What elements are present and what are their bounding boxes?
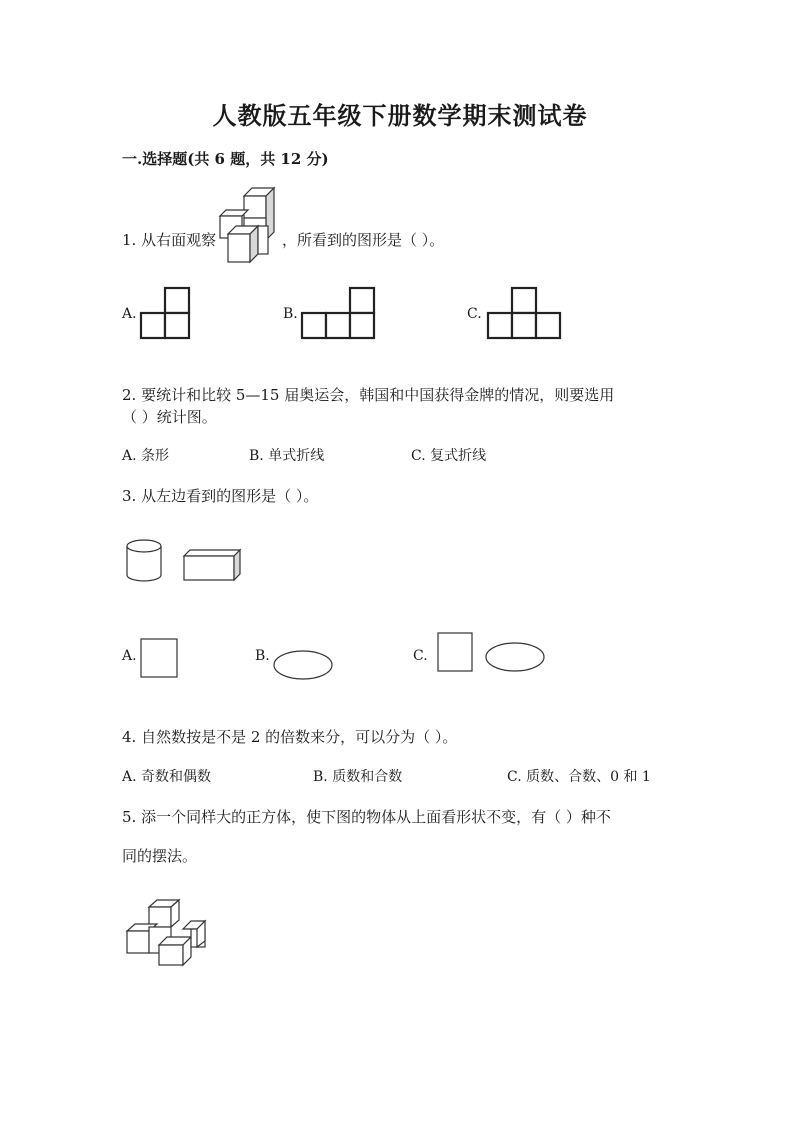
q1-prefix: 1. 从右面观察 [122, 231, 217, 249]
q3-cylinder-figure [125, 539, 163, 583]
q2-line2: （ ）统计图。 [122, 408, 217, 426]
q1-option-c-figure [487, 287, 563, 341]
q2-option-b[interactable]: B. 单式折线 [249, 448, 325, 464]
q1-option-a-figure [140, 287, 192, 341]
q1-option-b[interactable]: B. [283, 306, 298, 322]
q1-cube-figure [218, 186, 280, 266]
q3-option-a[interactable]: A. [122, 648, 137, 664]
q4-option-c[interactable]: C. 质数、合数、0 和 1 [507, 769, 651, 785]
q3-option-b-figure [273, 650, 335, 682]
q1-option-a[interactable]: A. [122, 306, 137, 322]
q4-option-a[interactable]: A. 奇数和偶数 [122, 769, 212, 785]
q5-line1: 5. 添一个同样大的正方体，使下图的物体从上面看形状不变，有（ ）种不 [122, 808, 611, 826]
q2-option-a[interactable]: A. 条形 [122, 448, 170, 464]
q5-line2: 同的摆法。 [122, 847, 198, 865]
q4-option-b[interactable]: B. 质数和合数 [313, 769, 403, 785]
q3-cuboid-figure [182, 548, 244, 582]
q1-suffix: ，所看到的图形是（ ）。 [282, 231, 445, 249]
q3-option-c-figure-ellipse [485, 642, 547, 674]
q3-option-b[interactable]: B. [255, 648, 270, 664]
q2-option-c[interactable]: C. 复式折线 [411, 448, 487, 464]
q1-option-b-figure [301, 287, 377, 341]
q3-option-c-figure-square [437, 632, 475, 674]
section-heading: 一.选择题(共 6 题，共 12 分) [122, 150, 329, 168]
q5-cube-figure [125, 899, 209, 969]
q3-option-a-figure [140, 638, 180, 680]
page-title: 人教版五年级下册数学期末测试卷 [212, 101, 588, 130]
q3-text: 3. 从左边看到的图形是（ ）。 [122, 487, 319, 505]
q3-option-c[interactable]: C. [413, 648, 428, 664]
q1-option-c[interactable]: C. [467, 306, 482, 322]
q4-text: 4. 自然数按是不是 2 的倍数来分，可以分为（ ）。 [122, 728, 458, 746]
q2-line1: 2. 要统计和比较 5—15 届奥运会，韩国和中国获得金牌的情况，则要选用 [122, 386, 615, 404]
